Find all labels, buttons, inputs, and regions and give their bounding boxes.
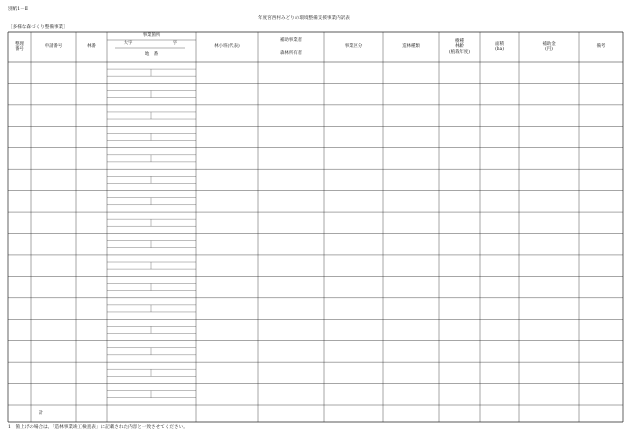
header-location: 事業箇所 xyxy=(142,33,161,39)
header-aza: 字 xyxy=(172,41,178,47)
header-jushu: 樹種 林齢 (植栽年度) xyxy=(449,38,470,55)
footnote: 1 箇上げの場合は、「造林事業竣工検査表」に記載された内容と一致させてください。 xyxy=(8,425,188,430)
header-biko: 備考 xyxy=(596,44,606,50)
header-jigyo-kubun: 事業区分 xyxy=(344,44,363,50)
total-label: 計 xyxy=(38,410,44,416)
section-label: ［多様な森づくり整備事業］ xyxy=(8,25,68,30)
document-title: 年度宮西村みどりの環境整備支援事業内訳表 xyxy=(258,16,350,21)
header-rinban: 林番 xyxy=(87,44,96,50)
header-rinshohan: 林小班(代表) xyxy=(214,44,240,50)
header-applicant: 補助事業者 森林所有者 xyxy=(280,38,302,56)
header-seiri-no: 整理 番号 xyxy=(15,41,24,52)
header-menseki: 面積 (ha) xyxy=(495,41,504,52)
header-chiban: 地 番 xyxy=(144,51,159,57)
header-ooaza: 大字 xyxy=(123,41,133,47)
form-id: 別紙1－Ⅱ xyxy=(8,7,28,12)
header-shinsei-no: 申請番号 xyxy=(44,44,63,50)
header-zorin-shubetsu: 造林種類 xyxy=(402,44,420,50)
header-hojokin: 補助金 (円) xyxy=(542,41,556,52)
